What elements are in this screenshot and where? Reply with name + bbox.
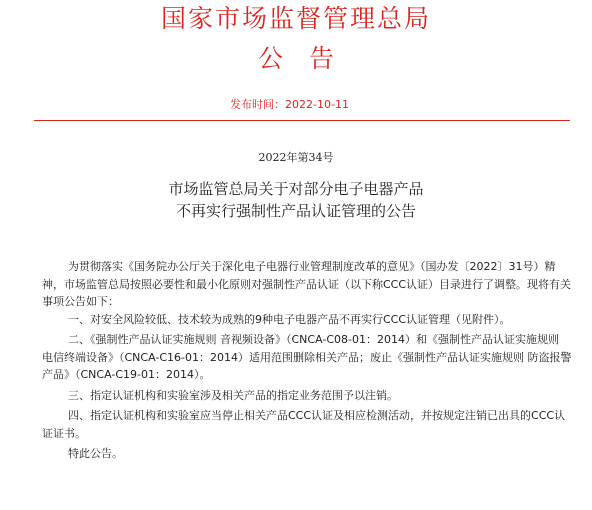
red-divider — [34, 120, 570, 121]
subject-line-2: 不再实行强制性产品认证管理的公告 — [175, 202, 416, 220]
item-4-text: 四、指定认证机构和实验室应当停止相关产品CCC认证及相应检测活动，并按规定注销已出具的CCC认证证书。 — [42, 409, 566, 440]
announcement-body — [42, 258, 572, 463]
document-number: 2022年第34号 — [258, 151, 334, 164]
item-paragraph-4 — [42, 407, 572, 442]
closing-paragraph — [42, 445, 572, 463]
closing-text: 特此公告。 — [68, 447, 123, 460]
subject-line-1: 市场监管总局关于对部分电子电器产品 — [168, 180, 424, 198]
intro-text: 为贯彻落实《国务院办公厅关于深化电子电器行业管理制度改革的意见》（国办发〔2022〕31号）精神，市场监管总局按照必要性和最小化原则对强制性产品认证（以下称CCC认证）目录进行了调整。现将有关事项公告如下： — [42, 260, 572, 308]
item-1-text: 一、对安全风险较低、技术较为成熟的9种电子电器产品不再实行CCC认证管理（见附件）。 — [68, 312, 511, 326]
item-paragraph-1 — [42, 311, 572, 329]
intro-paragraph — [42, 258, 572, 311]
item-paragraph-3 — [42, 387, 572, 405]
item-2-text: 二、《强制性产品认证实施规则 音视频设备》（CNCA-C08-01：2014）和《强制性产品认证实施规则 电信终端设备》（CNCA-C16-01：2014）适用范围删除相关产品；废止《强制性产品认证实施规则 防盗报警产品》（CNCA-C19-01：2014）。 — [42, 333, 572, 381]
publish-date: 发布时间：2022-10-11 — [230, 98, 349, 111]
notice-title: 公告 — [257, 44, 360, 73]
item-3-text: 三、指定认证机构和实验室涉及相关产品的指定业务范围予以注销。 — [68, 388, 398, 402]
item-paragraph-2 — [42, 331, 572, 384]
organization-title: 国家市场监督管理总局 — [160, 4, 431, 33]
document-subject — [0, 178, 592, 222]
